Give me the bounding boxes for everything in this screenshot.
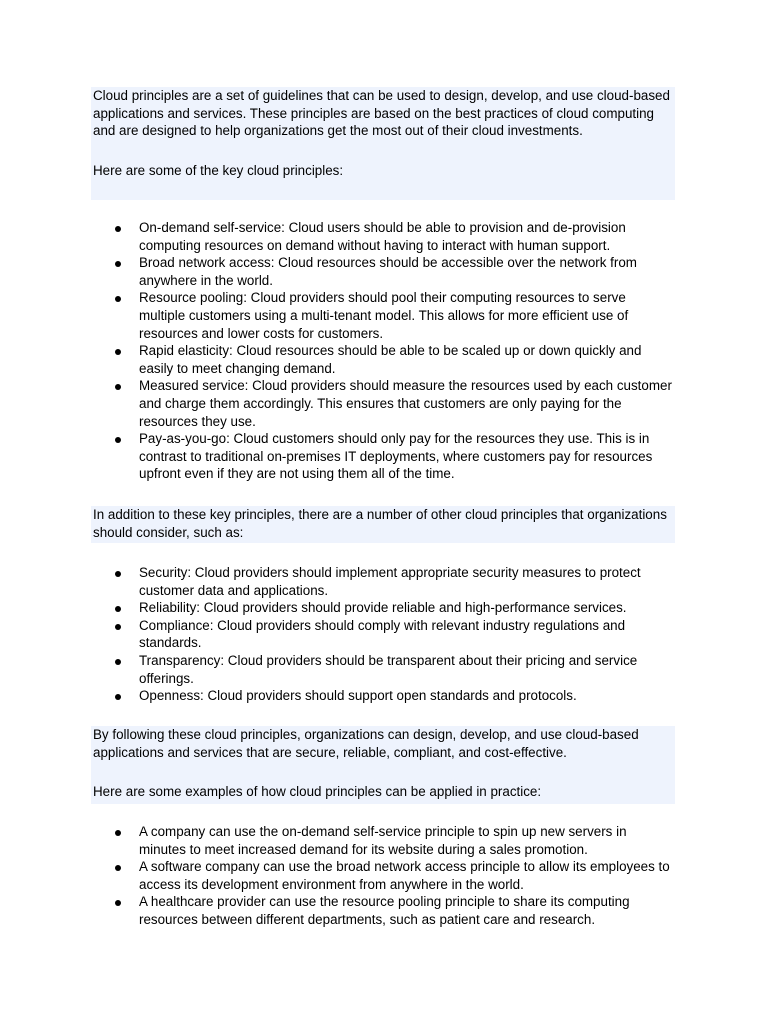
list-item bbox=[91, 430, 675, 483]
list-item-text: On-demand self-service: Cloud users should be able to provision and de-provision computing resources on demand without having to interact with human support. bbox=[139, 220, 626, 253]
list-item-text: Reliability: Cloud providers should provide reliable and high-performance services. bbox=[139, 600, 627, 616]
list-item-text: Broad network access: Cloud resources should be accessible over the network from anywhere in the world. bbox=[139, 255, 637, 288]
list-item-text: A company can use the on-demand self-service principle to spin up new servers in minutes to meet increased demand for its website during a sales promotion. bbox=[139, 824, 627, 857]
list-item bbox=[91, 893, 675, 928]
list-item bbox=[91, 342, 675, 377]
list-item bbox=[91, 377, 675, 430]
bullet-icon bbox=[115, 296, 121, 302]
key-principles-lead: Here are some of the key cloud principles: bbox=[93, 162, 344, 178]
intro-section bbox=[91, 87, 675, 200]
examples-list bbox=[91, 823, 675, 929]
intro-paragraph: Cloud principles are a set of guidelines that can be used to design, develop, and use cloud-based applications and services. These principles are based on the best practices of cloud computing and are designed to help organizations get the most out of their cloud investments. bbox=[93, 88, 670, 139]
bullet-icon bbox=[115, 659, 121, 665]
bullet-icon bbox=[115, 437, 121, 443]
other-principles-section bbox=[91, 506, 675, 543]
other-principles-lead: In addition to these key principles, there are a number of other cloud principles that organizations should consider, such as: bbox=[93, 507, 667, 540]
bullet-icon bbox=[115, 384, 121, 390]
list-item-text: Compliance: Cloud providers should comply with relevant industry regulations and standards. bbox=[139, 617, 626, 651]
list-item bbox=[91, 652, 675, 687]
list-item bbox=[91, 687, 675, 705]
bullet-icon bbox=[115, 606, 121, 612]
list-item-text: Security: Cloud providers should implement appropriate security measures to protect customer data and applications. bbox=[139, 565, 641, 598]
key-principles-list bbox=[91, 219, 675, 483]
list-item bbox=[91, 254, 675, 289]
list-item-text: Measured service: Cloud providers should measure the resources used by each customer and charge them accordingly. This ensures that customers are only paying for the resources they use. bbox=[139, 378, 672, 429]
list-item-text: Pay-as-you-go: Cloud customers should only pay for the resources they use. This is in contrast to traditional on-premises IT deployments, where customers pay for resources upfront even if they are not using them all of the time. bbox=[139, 431, 653, 482]
bullet-icon bbox=[115, 900, 121, 906]
bullet-icon bbox=[115, 571, 121, 577]
list-item bbox=[91, 858, 675, 893]
list-item bbox=[91, 823, 675, 858]
list-item bbox=[91, 564, 675, 599]
other-principles-list bbox=[91, 564, 675, 705]
summary-paragraph: By following these cloud principles, organizations can design, develop, and use cloud-based applications and services that are secure, reliable, compliant, and cost-effective. bbox=[93, 727, 639, 760]
list-item bbox=[91, 599, 675, 617]
bullet-icon bbox=[115, 226, 121, 232]
list-item bbox=[91, 219, 675, 254]
examples-lead: Here are some examples of how cloud principles can be applied in practice: bbox=[93, 784, 542, 800]
bullet-icon bbox=[115, 830, 121, 836]
list-item bbox=[91, 289, 675, 342]
bullet-icon bbox=[115, 261, 121, 267]
list-item-text: A software company can use the broad network access principle to allow its employees to access its development environment from anywhere in the world. bbox=[139, 859, 670, 892]
list-item-text: Rapid elasticity: Cloud resources should be able to be scaled up or down quickly and easily to meet changing demand. bbox=[139, 343, 642, 376]
list-item-text: Resource pooling: Cloud providers should pool their computing resources to serve multiple customers using a multi-tenant model. This allows for more efficient use of resources and lower costs for customers. bbox=[139, 290, 629, 341]
list-item-text: A healthcare provider can use the resource pooling principle to share its computing resources between different departments, such as patient care and research. bbox=[139, 894, 630, 927]
bullet-icon bbox=[115, 624, 121, 630]
summary-section bbox=[91, 726, 675, 804]
list-item-text: Transparency: Cloud providers should be transparent about their pricing and service offerings. bbox=[139, 652, 638, 686]
list-item bbox=[91, 617, 675, 652]
bullet-icon bbox=[115, 349, 121, 355]
bullet-icon bbox=[115, 694, 121, 700]
list-item-text: Openness: Cloud providers should support open standards and protocols. bbox=[139, 688, 577, 704]
bullet-icon bbox=[115, 865, 121, 871]
